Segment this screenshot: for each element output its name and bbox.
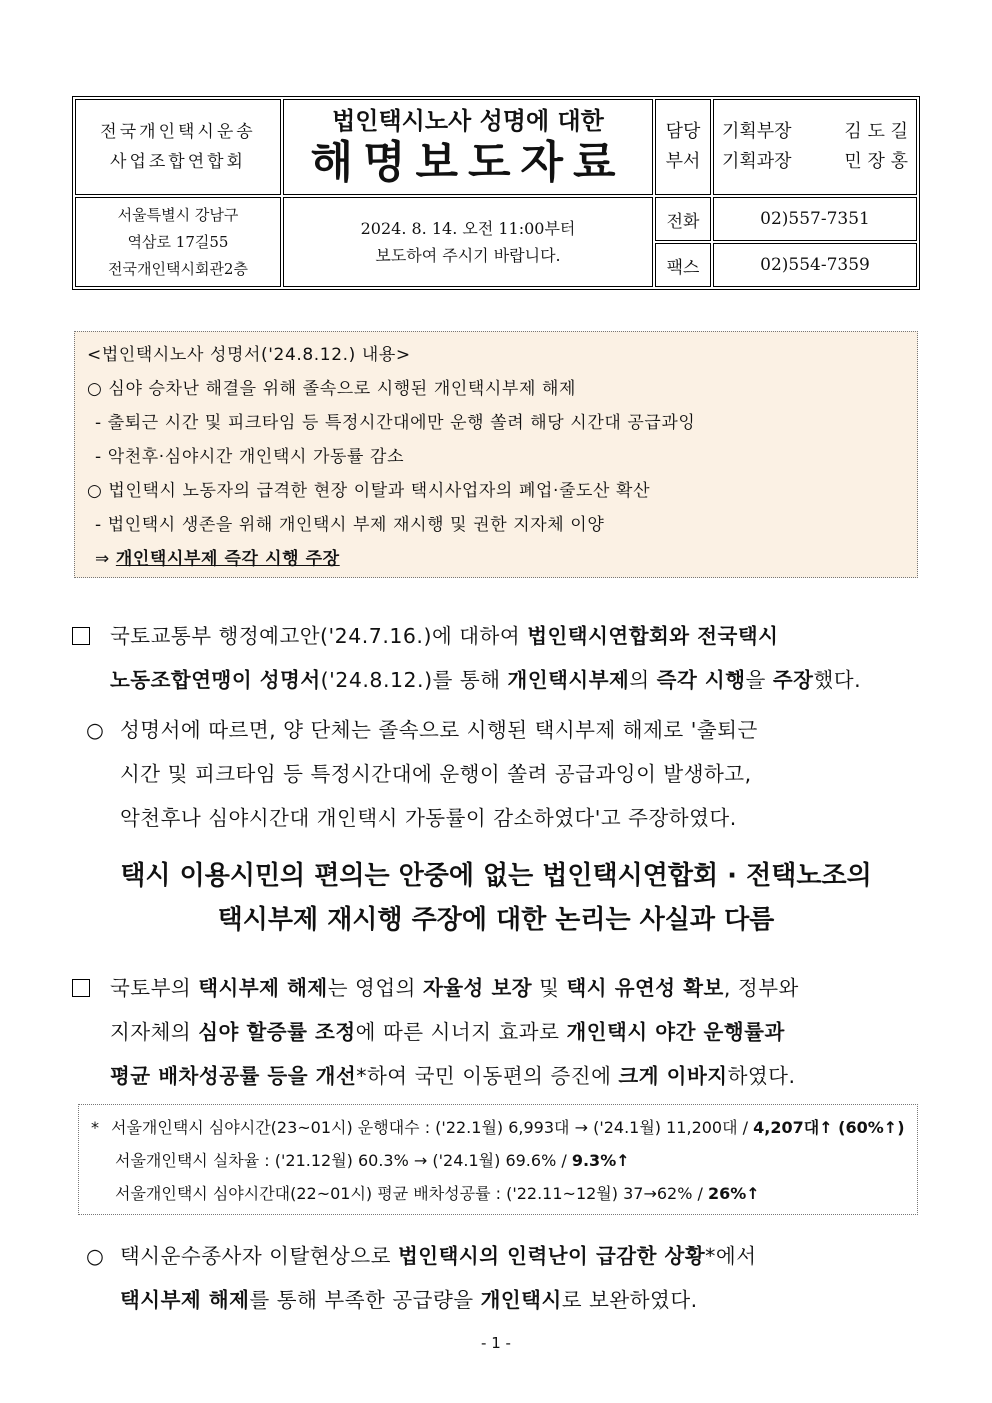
heading-line-2: 택시부제 재시행 주장에 대한 논리는 사실과 다름 bbox=[217, 905, 775, 935]
stat-line-dispatch-success bbox=[91, 1177, 905, 1210]
statement-summary-box bbox=[74, 331, 918, 578]
title-main: 해명보도자료 bbox=[310, 137, 626, 188]
summary-line: ○ 심야 승차난 해결을 위해 졸속으로 시행된 개인택시부제 해제 bbox=[87, 379, 577, 399]
fax-number: 02)554-7359 bbox=[713, 243, 917, 287]
text-run: 하였다. bbox=[727, 1064, 796, 1088]
paragraph-1 bbox=[72, 614, 920, 702]
paragraph-1-line-2 bbox=[72, 658, 920, 702]
organization-name bbox=[75, 99, 281, 195]
text-run: *하여 국민 이동편의 증진에 bbox=[356, 1064, 619, 1088]
paragraph-4 bbox=[72, 1234, 920, 1322]
address-line-3: 전국개인택시회관2층 bbox=[108, 259, 248, 278]
person-1-role: 기획부장 bbox=[722, 121, 792, 142]
conclusion-text: 개인택시부제 즉각 시행 주장 bbox=[115, 549, 340, 569]
dept-label-line-1: 담당 bbox=[665, 121, 701, 142]
organization-address bbox=[75, 197, 281, 287]
fax-label: 팩스 bbox=[655, 243, 711, 287]
paragraph-2 bbox=[72, 708, 920, 840]
checkbox-square-icon bbox=[72, 627, 90, 645]
stat-line-occupancy-rate bbox=[91, 1144, 905, 1177]
text-run: *에서 bbox=[705, 1244, 757, 1268]
text-run-bold: 주장 bbox=[772, 668, 814, 692]
implies-arrow-icon: ⇒ bbox=[95, 549, 110, 569]
text-run-bold: 택시부제 해제 bbox=[120, 1288, 250, 1312]
paragraph-2-line-1 bbox=[72, 708, 920, 752]
text-run: 를 통해 부족한 공급량을 bbox=[249, 1288, 481, 1312]
summary-title: <법인택시노사 성명서('24.8.12.) 내용> bbox=[87, 345, 411, 365]
text-run: 을 bbox=[745, 668, 773, 692]
circle-bullet-icon: ○ bbox=[86, 1244, 105, 1268]
text-run: 서울개인택시 심야시간(23~01시) 운행대수 : ('22.1월) 6,993대 → ('24.1월) 11,200대 / bbox=[111, 1118, 754, 1137]
text-run: 는 영업의 bbox=[327, 976, 423, 1000]
text-run-bold: 개인택시 bbox=[480, 1288, 562, 1312]
summary-line: ○ 법인택시 노동자의 급격한 현장 이탈과 택시사업자의 폐업·줄도산 확산 bbox=[87, 481, 651, 501]
paragraph-4-line-2 bbox=[72, 1278, 920, 1322]
text-run: 했다. bbox=[813, 668, 862, 692]
paragraph-1-line-1 bbox=[72, 614, 920, 658]
summary-line: - 출퇴근 시간 및 피크타임 등 특정시간대에만 운행 쏠려 해당 시간대 공급과잉 bbox=[95, 413, 696, 433]
text-run-bold: 법인택시연합회와 전국택시 bbox=[527, 624, 779, 648]
text-run: 지자체의 bbox=[110, 1020, 199, 1044]
address-line-2: 역삼로 17길55 bbox=[127, 232, 229, 251]
text-run-bold: 26%↑ bbox=[707, 1184, 760, 1203]
text-run: , 정부와 bbox=[723, 976, 799, 1000]
text-run-bold: 노동조합연맹이 성명서 bbox=[110, 668, 321, 692]
text-run: 성명서에 따르면, 양 단체는 졸속으로 시행된 택시부제 해제로 '출퇴근 bbox=[120, 718, 758, 742]
person-2-role: 기획과장 bbox=[722, 151, 792, 172]
asterisk-marker: * bbox=[91, 1118, 99, 1137]
text-run: 국토부의 bbox=[110, 976, 199, 1000]
release-embargo bbox=[283, 197, 653, 287]
paragraph-3 bbox=[72, 966, 920, 1098]
contact-person-1 bbox=[722, 117, 908, 147]
summary-line: - 법인택시 생존을 위해 개인택시 부제 재시행 및 권한 지자체 이양 bbox=[95, 515, 605, 535]
text-run-bold: 자율성 보장 bbox=[422, 976, 533, 1000]
text-run-bold: 즉각 시행 bbox=[656, 668, 746, 692]
circle-bullet-icon: ○ bbox=[86, 718, 105, 742]
text-run-bold: 평균 배차성공률 등을 개선 bbox=[110, 1064, 357, 1088]
paragraph-4-line-1 bbox=[72, 1234, 920, 1278]
press-header-table bbox=[72, 96, 920, 290]
paragraph-2-line-3: 악천후나 심야시간대 개인택시 가동률이 감소하였다'고 주장하였다. bbox=[120, 806, 737, 830]
text-run: ('24.8.12.)를 통해 bbox=[320, 668, 508, 692]
paragraph-2-line-2: 시간 및 피크타임 등 특정시간대에 운행이 쏠려 공급과잉이 발생하고, bbox=[120, 762, 752, 786]
text-run-bold: 크게 이바지 bbox=[618, 1064, 728, 1088]
text-run: 에 따른 시너지 효과로 bbox=[355, 1020, 567, 1044]
contact-persons bbox=[713, 99, 917, 195]
text-run-bold: 개인택시부제 bbox=[507, 668, 630, 692]
text-run: 의 bbox=[629, 668, 657, 692]
paragraph-3-line-3 bbox=[72, 1054, 920, 1098]
text-run: 서울개인택시 심야시간대(22~01시) 평균 배차성공률 : ('22.11~12월) 37→62% / bbox=[115, 1184, 708, 1203]
person-2-name: 민 장 홍 bbox=[844, 151, 908, 172]
dept-label-line-2: 부서 bbox=[665, 151, 701, 172]
person-1-name: 김 도 길 bbox=[844, 121, 908, 142]
org-line-2: 사업조합연합회 bbox=[110, 152, 246, 172]
text-run: 및 bbox=[532, 976, 567, 1000]
paragraph-3-line-1 bbox=[72, 966, 920, 1010]
phone-label: 전화 bbox=[655, 197, 711, 241]
heading-line-1: 택시 이용시민의 편의는 안중에 없는 법인택시연합회 · 전택노조의 bbox=[120, 861, 872, 891]
text-run: 택시운수종사자 이탈현상으로 bbox=[120, 1244, 398, 1268]
phone-number: 02)557-7351 bbox=[713, 197, 917, 241]
org-line-1: 전국개인택시운송 bbox=[100, 122, 256, 142]
page-number: - 1 - bbox=[481, 1334, 511, 1352]
release-time: 2024. 8. 14. 오전 11:00부터 bbox=[360, 219, 576, 238]
stat-line-night-operations bbox=[91, 1111, 905, 1144]
text-run: 로 보완하였다. bbox=[561, 1288, 698, 1312]
press-release-title bbox=[283, 99, 653, 195]
text-run: 국토교통부 행정예고안('24.7.16.)에 대하여 bbox=[110, 624, 528, 648]
summary-line: - 악천후·심야시간 개인택시 가동률 감소 bbox=[95, 447, 405, 467]
text-run-bold: 개인택시 야간 운행률과 bbox=[566, 1020, 785, 1044]
paragraph-3-line-2 bbox=[72, 1010, 920, 1054]
text-run-bold: 택시부제 해제 bbox=[198, 976, 328, 1000]
text-run: 서울개인택시 실차율 : ('21.12월) 60.3% → ('24.1월) 69.6% / bbox=[115, 1151, 572, 1170]
address-line-1: 서울특별시 강남구 bbox=[117, 205, 239, 224]
summary-conclusion bbox=[87, 542, 905, 576]
text-run-bold: 9.3%↑ bbox=[571, 1151, 630, 1170]
department-label bbox=[655, 99, 711, 195]
text-run-bold: 4,207대↑ (60%↑) bbox=[753, 1118, 905, 1137]
section-heading bbox=[60, 854, 932, 942]
release-notice: 보도하여 주시기 바랍니다. bbox=[375, 246, 561, 265]
statistics-footnote-box bbox=[78, 1104, 918, 1215]
text-run-bold: 법인택시의 인력난이 급감한 상황 bbox=[397, 1244, 706, 1268]
text-run-bold: 심야 할증률 조정 bbox=[198, 1020, 356, 1044]
contact-person-2 bbox=[722, 147, 908, 177]
title-subheading: 법인택시노사 성명에 대한 bbox=[332, 107, 604, 135]
checkbox-square-icon bbox=[72, 979, 90, 997]
text-run-bold: 택시 유연성 확보 bbox=[566, 976, 724, 1000]
